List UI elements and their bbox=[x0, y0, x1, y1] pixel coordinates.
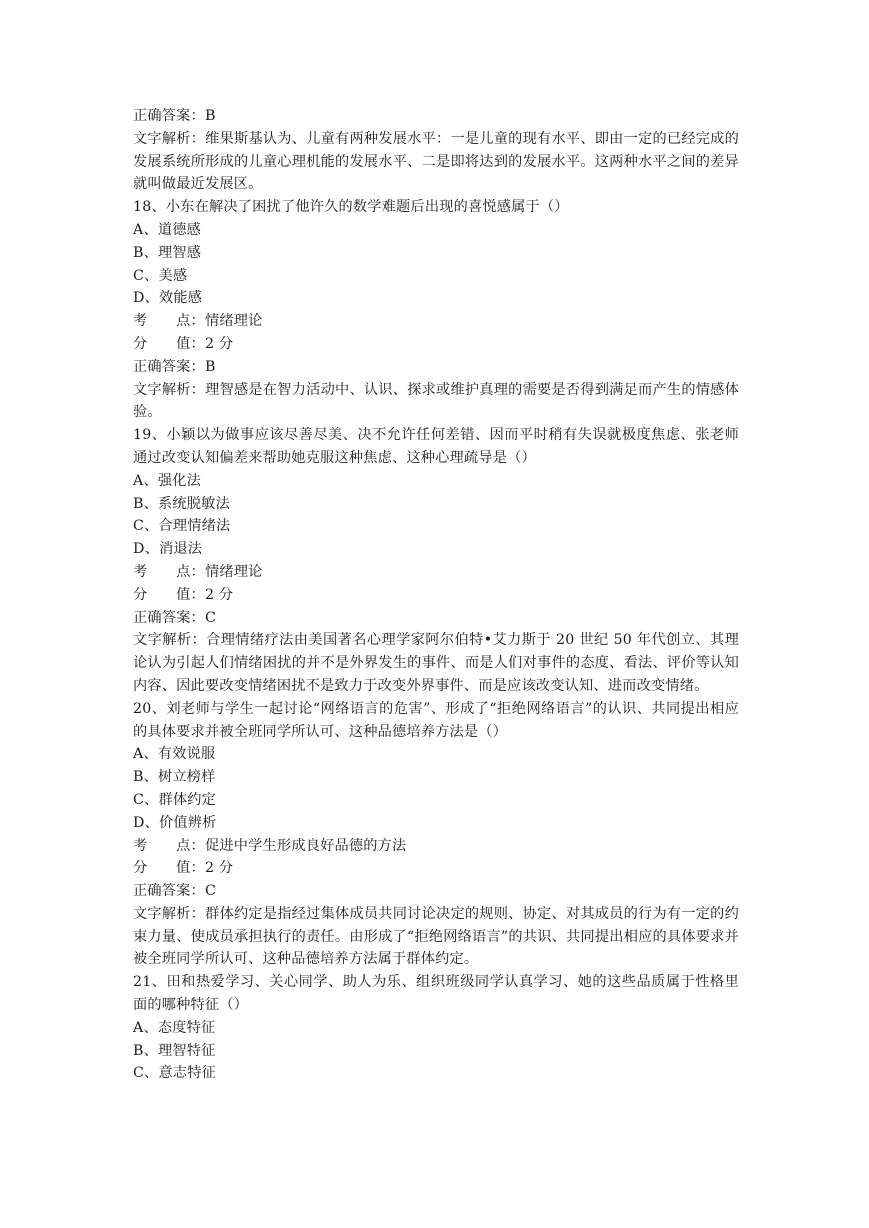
kaodian-line bbox=[133, 561, 739, 584]
option-a: A、有效说服 bbox=[133, 746, 216, 763]
fenzhi-label: 分 值： bbox=[133, 335, 205, 352]
option-a: A、态度特征 bbox=[133, 1019, 216, 1036]
analysis-paragraph: 文字解析：群体约定是指经过集体成员共同讨论决定的规则、协定、对其成员的行为有一定的约束力量、使成员承担执行的责任。由形成了“拒绝网络语言”的共识、共同提出相应的具体要求并被全班同学所认可、这种品德培养方法属于群体约定。 bbox=[133, 905, 739, 968]
kaodian-value: 促进中学生形成良好品德的方法 bbox=[205, 837, 407, 854]
question-block bbox=[133, 698, 739, 972]
question-stem: 18、小东在解决了困扰了他许久的数学难题后出现的喜悦感属于（） bbox=[133, 199, 569, 216]
question-block bbox=[133, 196, 739, 424]
kaodian-value: 情绪理论 bbox=[205, 563, 263, 580]
analysis-paragraph: 文字解析：理智感是在智力活动中、认识、探求或维护真理的需要是否得到满足而产生的情感体验。 bbox=[133, 381, 739, 421]
option-c: C、群体约定 bbox=[133, 791, 216, 808]
kaodian-label: 考 点： bbox=[133, 837, 205, 854]
fenzhi-line bbox=[133, 333, 739, 356]
analysis-paragraph: 文字解析：维果斯基认为、儿童有两种发展水平：一是儿童的现有水平、即由一定的已经完成的发展系统所形成的儿童心理机能的发展水平、二是即将达到的发展水平。这两种水平之间的差异就叫做最近发展区。 bbox=[133, 130, 739, 193]
fenzhi-label: 分 值： bbox=[133, 860, 205, 877]
fenzhi-value: 2 分 bbox=[205, 860, 234, 877]
question-stem: 19、小颖以为做事应该尽善尽美、决不允许任何差错、因而平时稍有失误就极度焦虑、张老师通过改变认知偏差来帮助她克服这种焦虑、这种心理疏导是（） bbox=[133, 427, 739, 466]
option-a: A、强化法 bbox=[133, 472, 201, 489]
kaodian-label: 考 点： bbox=[133, 563, 205, 580]
answer-line: 正确答案：C bbox=[133, 883, 216, 900]
answer-line: 正确答案：B bbox=[133, 108, 216, 124]
kaodian-line bbox=[133, 835, 739, 858]
kaodian-line bbox=[133, 310, 739, 333]
option-d: D、效能感 bbox=[133, 290, 203, 307]
fenzhi-value: 2 分 bbox=[205, 335, 234, 352]
question-stem: 20、刘老师与学生一起讨论“网络语言的危害”、形成了“拒绝网络语言”的认识、共同提出相应的具体要求并被全班同学所认可、这种品德培养方法是（） bbox=[133, 700, 739, 740]
question-block bbox=[133, 971, 739, 1085]
option-b: B、树立榜样 bbox=[133, 769, 216, 786]
option-b: B、理智特征 bbox=[133, 1042, 216, 1059]
option-b: B、系统脱敏法 bbox=[133, 495, 230, 512]
fenzhi-line bbox=[133, 857, 739, 880]
document-page bbox=[133, 105, 739, 1085]
analysis-paragraph: 文字解析：合理情绪疗法由美国著名心理学家阿尔伯特•艾力斯于 20 世纪 50 年代创立、其理论认为引起人们情绪困扰的并不是外界发生的事件、而是人们对事件的态度、看法、评价等认知内容、因此要改变情绪困扰不是致力于改变外界事件、而是应该改变认知、进而改变情绪。 bbox=[133, 632, 739, 694]
option-d: D、消退法 bbox=[133, 541, 203, 558]
option-d: D、价值辨析 bbox=[133, 814, 217, 831]
question-stem: 21、田和热爱学习、关心同学、助人为乐、组织班级同学认真学习、她的这些品质属于性格里面的哪种特征（） bbox=[133, 974, 739, 1014]
fenzhi-line bbox=[133, 584, 739, 607]
option-a: A、道德感 bbox=[133, 221, 201, 238]
answer-line: 正确答案：B bbox=[133, 358, 216, 375]
question-block bbox=[133, 424, 739, 698]
kaodian-label: 考 点： bbox=[133, 313, 205, 330]
option-c: C、意志特征 bbox=[133, 1065, 216, 1082]
fenzhi-label: 分 值： bbox=[133, 586, 205, 603]
option-c: C、合理情绪法 bbox=[133, 518, 231, 535]
fenzhi-value: 2 分 bbox=[205, 586, 234, 603]
option-c: C、美感 bbox=[133, 267, 188, 284]
kaodian-value: 情绪理论 bbox=[205, 313, 263, 330]
answer-line: 正确答案：C bbox=[133, 609, 216, 626]
option-b: B、理智感 bbox=[133, 244, 202, 261]
